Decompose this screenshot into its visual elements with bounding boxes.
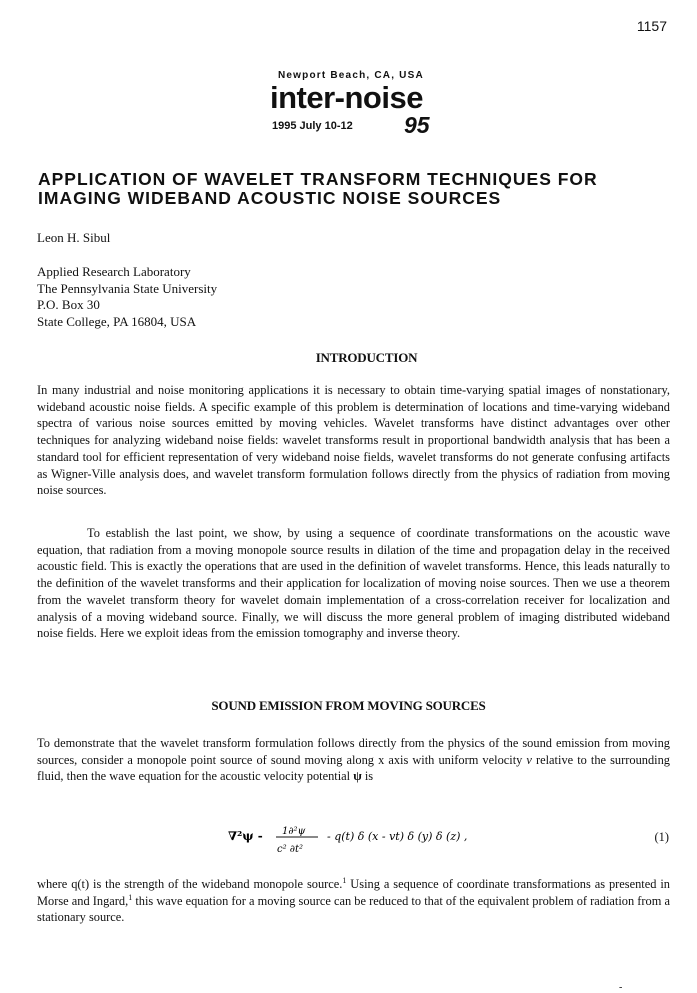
text-run: where q(t) is the strength of the wideband monopole source. [37, 877, 343, 891]
affiliation-line: P.O. Box 30 [37, 297, 100, 312]
paper-title-line-1: APPLICATION OF WAVELET TRANSFORM TECHNIQUES FOR [38, 169, 598, 189]
conference-year: 95 [404, 112, 430, 138]
text-run: relative to the surrounding fluid, then the wave equation for the acoustic velocity potential [37, 752, 670, 784]
section-heading-sound-emission: SOUND EMISSION FROM MOVING SOURCES [211, 698, 486, 713]
velocity-symbol: v [526, 752, 532, 767]
citation-marker: 1 [342, 875, 347, 885]
conference-location: Newport Beach, CA, USA [278, 70, 424, 81]
affiliation-line: State College, PA 16804, USA [37, 313, 197, 329]
equation-rhs: - q(t) δ (x - vt) δ (y) δ (z) , [327, 830, 468, 843]
section-heading-introduction: INTRODUCTION [315, 350, 418, 365]
equation-fraction-denominator: c² ∂t² [277, 844, 303, 855]
wave-equation [0, 822, 697, 862]
text-run: this wave equation for a moving source can be reduced to that of the equivalent problem of radiation from a stationary source. [37, 893, 670, 925]
author-name: Leon H. Sibul [37, 230, 111, 245]
paper-title-line-2: IMAGING WIDEBAND ACOUSTIC NOISE SOURCES [38, 188, 502, 208]
conference-dates: 1995 July 10-12 [272, 120, 353, 132]
citation-marker: 1 [128, 892, 133, 902]
text-run: is [361, 769, 374, 784]
equation-lhs: ∇²ψ - [228, 829, 263, 843]
conference-logo: inter-noise [270, 80, 423, 115]
page-number: 1157 [636, 18, 667, 34]
equation-number: (1) [654, 830, 669, 844]
potential-symbol: ψ [353, 769, 362, 784]
affiliation-line: Applied Research Laboratory [37, 264, 191, 279]
sound-emission-paragraph-1 [37, 735, 670, 785]
sound-emission-paragraph-2 [37, 876, 670, 926]
stray-mark: - [619, 982, 623, 993]
paper-title [38, 170, 668, 208]
equation-fraction-numerator: 1∂²ψ [282, 826, 306, 837]
intro-paragraph-1: In many industrial and noise monitoring applications it is necessary to obtain time-varying spatial images of nonstationary, wideband acoustic noise fields. A specific example of this problem is determination of locations and time-varying wideband spectra of various noise sources emitted by moving vehicles. Wavelet transforms have distinct advantages over other techniques for analyzing wideband noise fields: wavelet transforms result in proportional bandwidth analysis that has been a standard tool for efficient representation of very wideband noise fields, wavelet transforms do not generate confusing artifacts as Wigner-Ville analysis does, and wavelet transform formulation follows directly from the physics of radiation from moving noise sources. [37, 383, 670, 498]
text-run: Using a sequence of coordinate transformations as presented in Morse and Ingard, [37, 877, 670, 908]
affiliation-line: The Pennsylvania State University [37, 280, 218, 296]
text-run: To demonstrate that the wavelet transform formulation follows directly from the physics of the sound emission from moving sources, consider a monopole point source of sound moving along x axis with uniform velocity [37, 736, 670, 767]
author-affiliation [37, 264, 217, 330]
intro-paragraph-2: To establish the last point, we show, by using a sequence of coordinate transformations on the acoustic wave equation, that radiation from a moving monopole source results in dilation of the time and propagation delay in the received acoustic field. This is exactly the operations that are used in the definition of wavelet transforms. Hence, this leads naturally to the definition of the wavelet transforms and their application for localization of moving noise sources. Then we use a theorem from the wavelet transform theory for wavelet domain implementation of a cross-correlation receiver for localization and analysis of a moving wideband source. Finally, we will discuss the more general problem of imaging distributed wideband noise fields. Here we exploit ideas from the emission tomography and inverse theory. [37, 526, 670, 641]
